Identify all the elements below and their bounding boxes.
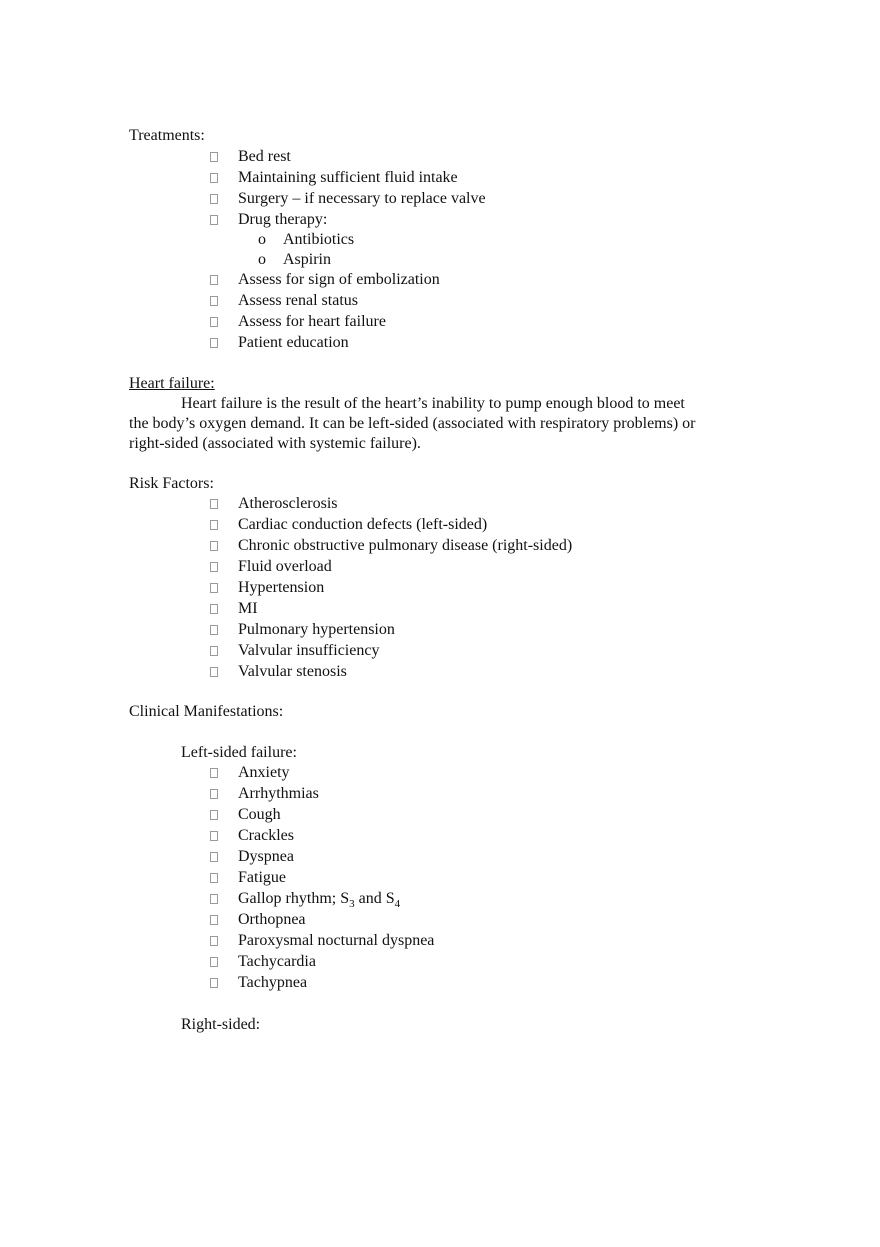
bullet-box-icon (210, 520, 218, 530)
bullet-box-icon (210, 831, 218, 841)
list-item: Hypertension (238, 579, 325, 596)
bullet-box-icon (210, 936, 218, 946)
bullet-box-icon (210, 852, 218, 862)
paragraph-line: right-sided (associated with systemic failure). (129, 435, 421, 452)
gallop-prefix: Gallop rhythm; S (238, 890, 350, 907)
list-item: Pulmonary hypertension (238, 621, 395, 638)
sub-list-item: Antibiotics (283, 231, 355, 248)
list-item: Orthopnea (238, 911, 306, 928)
bullet-box-icon (210, 915, 218, 925)
bullet-box-icon (210, 768, 218, 778)
list-item: Assess renal status (238, 292, 358, 309)
bullet-box-icon (210, 338, 218, 348)
list-item: Chronic obstructive pulmonary disease (right-sided) (238, 537, 573, 554)
bullet-box-icon (210, 873, 218, 883)
list-item: Cough (238, 806, 281, 823)
list-item: Fatigue (238, 869, 286, 886)
bullet-box-icon (210, 541, 218, 551)
bullet-box-icon (210, 646, 218, 656)
list-item: Atherosclerosis (238, 495, 338, 512)
bullet-box-icon (210, 296, 218, 306)
bullet-box-icon (210, 978, 218, 988)
list-item: Assess for heart failure (238, 313, 386, 330)
bullet-box-icon (210, 194, 218, 204)
list-item: Maintaining sufficient fluid intake (238, 169, 458, 186)
list-item: Surgery – if necessary to replace valve (238, 190, 486, 207)
list-item: Drug therapy: (238, 211, 328, 228)
bullet-box-icon (210, 562, 218, 572)
list-item: Anxiety (238, 764, 290, 781)
bullet-box-icon (210, 173, 218, 183)
paragraph-line: the body’s oxygen demand. It can be left-sided (associated with respiratory problems) or (129, 415, 696, 432)
list-item: Fluid overload (238, 558, 332, 575)
list-item: Crackles (238, 827, 294, 844)
bullet-box-icon (210, 810, 218, 820)
list-item: Valvular insufficiency (238, 642, 380, 659)
bullet-box-icon (210, 275, 218, 285)
heart-failure-heading: Heart failure: (129, 375, 215, 392)
right-sided-heading: Right-sided: (181, 1016, 261, 1033)
list-item: MI (238, 600, 258, 617)
gallop-sub-4: 4 (394, 898, 401, 911)
gallop-sub-3: 3 (349, 898, 355, 911)
clinical-heading: Clinical Manifestations: (129, 703, 284, 720)
sub-bullet-marker: o (258, 231, 266, 248)
sub-bullet-marker: o (258, 251, 266, 268)
bullet-box-icon (210, 957, 218, 967)
sub-list-item: Aspirin (283, 251, 331, 268)
list-item: Assess for sign of embolization (238, 271, 440, 288)
gallop-mid: and S (354, 890, 395, 907)
left-sided-heading: Left-sided failure: (181, 744, 297, 761)
bullet-box-icon (210, 667, 218, 677)
list-item: Paroxysmal nocturnal dyspnea (238, 932, 435, 949)
list-item: Tachycardia (238, 953, 316, 970)
list-item: Valvular stenosis (238, 663, 347, 680)
list-item: Cardiac conduction defects (left-sided) (238, 516, 488, 533)
bullet-box-icon (210, 604, 218, 614)
bullet-box-icon (210, 317, 218, 327)
list-item: Dyspnea (238, 848, 294, 865)
bullet-box-icon (210, 894, 218, 904)
bullet-box-icon (210, 215, 218, 225)
bullet-box-icon (210, 789, 218, 799)
list-item: Patient education (238, 334, 349, 351)
risk-factors-heading: Risk Factors: (129, 475, 214, 492)
bullet-box-icon (210, 152, 218, 162)
bullet-box-icon (210, 625, 218, 635)
paragraph-line: Heart failure is the result of the heart’s inability to pump enough blood to meet (181, 395, 685, 412)
list-item: Arrhythmias (238, 785, 319, 802)
bullet-box-icon (210, 499, 218, 509)
list-item: Tachypnea (238, 974, 308, 991)
bullet-box-icon (210, 583, 218, 593)
list-item: Bed rest (238, 148, 291, 165)
treatments-heading: Treatments: (129, 127, 205, 144)
